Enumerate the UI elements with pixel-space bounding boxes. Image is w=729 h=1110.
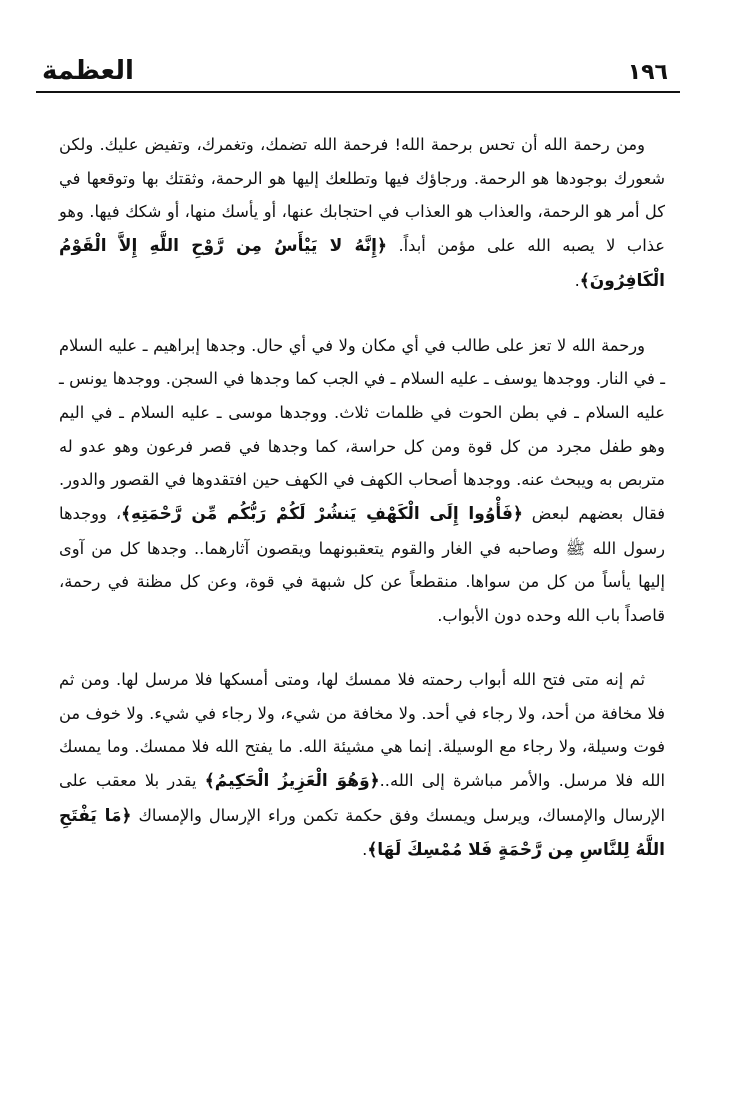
text-run: ورحمة الله لا تعز على طالب في أي مكان ولا في أي حال. وجدها إبراهيم ـ عليه السلام ـ في النار. ووجدها يوسف ـ عليه السلام ـ في الجب كما وجدها في السجن. ووجدها يونس ـ عليه السلام ـ في بطن الحوت في ظلمات ثلاث. ووجدها موسى ـ عليه السلام ـ في اليم وهو طفل مجرد من كل قوة ومن كل حراسة، كما وجدها في قصر فرعون وهو عدو له متربص به ويبحث عنه. ووجدها أصحاب الكهف في الكهف حين افتقدوها في القصور والدور. فقال بعضهم لبعض — [59, 335, 666, 524]
text-run: ثم إنه متى فتح الله أبواب رحمته فلا ممسك لها، ومتى أمسكها فلا مرسل لها. ومن ثم فلا مخافة من أحد، ولا رجاء في أحد. ولا مخافة من شيء، ولا رجاء في شيء. ولا خوف من فوت وسيلة، ولا رجاء مع الوسيلة. إنما هي مشيئة الله. ما يفتح الله فلا ممسك. وما يمسك الله فلا مرسل. والأمر مباشرة إلى الله.. — [59, 669, 666, 790]
quran-verse: ﴿مَا يَفْتَحِ اللَّهُ لِلنَّاسِ مِن رَّحْمَةٍ فَلا مُمْسِكَ لَهَا﴾ — [59, 805, 665, 861]
quran-verse: ﴿فَأْوُوا إِلَى الْكَهْفِ يَنشُرْ لَكُمْ رَبُّكُم مِّن رَّحْمَتِهِ﴾ — [121, 504, 523, 525]
header-rule — [36, 91, 680, 93]
quran-verse: ﴿إِنَّهُ لا يَيْأَسُ مِن رَّوْحِ اللَّهِ إِلاَّ الْقَوْمُ الْكَافِرُونَ﴾ — [59, 236, 665, 291]
page-header — [36, 54, 676, 94]
text-run: ، ووجدها رسول الله ﷺ وصاحبه في الغار والقوم يتعقبونهما ويقصون آثارهما.. وجدها كل من آوى إليها يأساً من كل من سواها. منقطعاً عن كل شبهة في قوة، وعن كل مظنة في رحمة، قاصداً باب الله وحده دون الأبواب. — [59, 504, 665, 626]
text-run: يقدر بلا معقب على الإرسال والإمساك، ويرسل ويمسك وفق حكمة تكمن وراء الإرسال والإمساك — [59, 770, 665, 825]
text-run: . — [574, 270, 580, 290]
paragraph — [59, 329, 665, 633]
paragraph — [59, 663, 665, 868]
paragraph — [59, 128, 665, 299]
body-text — [59, 128, 665, 868]
text-run: ومن رحمة الله أن تحس برحمة الله! فرحمة الله تضمك، وتغمرك، وتفيض عليك. ولكن شعورك بوجودها هو الرحمة. ورجاؤك فيها وتطلعك إليها هو الرحمة، وثقتك بها وتوقعها في كل أمر هو الرحمة، والعذاب هو العذاب في احتجابك عنها، أو يأسك منها، أو شكك فيها. وهو عذاب لا يصبه الله على مؤمن أبداً. — [59, 135, 665, 256]
text-run: . — [362, 840, 368, 860]
quran-verse: ﴿وَهُوَ الْعَزِيزُ الْحَكِيمُ﴾ — [204, 770, 380, 791]
running-title: العظمة — [42, 56, 134, 86]
page-number: ١٩٦ — [627, 60, 668, 85]
